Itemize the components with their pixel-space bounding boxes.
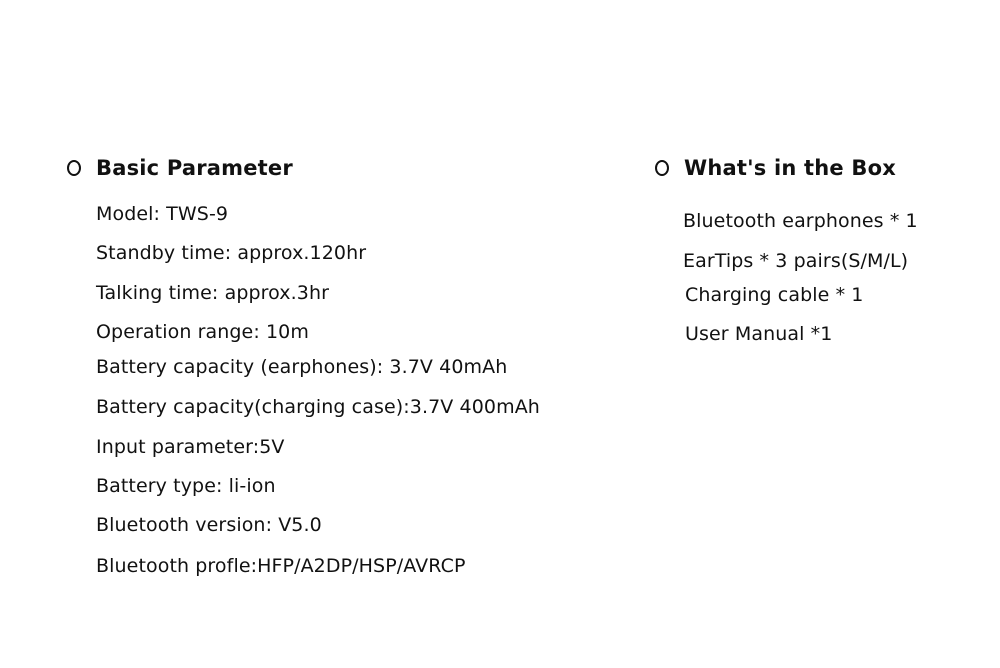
box-contents-heading bbox=[655, 156, 896, 180]
spec-battery-case: Battery capacity(charging case):3.7V 400mAh bbox=[96, 396, 540, 418]
basic-parameter-title: Basic Parameter bbox=[96, 156, 293, 180]
spec-battery-earphones: Battery capacity (earphones): 3.7V 40mAh bbox=[96, 356, 508, 378]
spec-bluetooth-version: Bluetooth version: V5.0 bbox=[96, 514, 322, 536]
spec-bluetooth-profile: Bluetooth profle:HFP/A2DP/HSP/AVRCP bbox=[96, 555, 466, 577]
spec-model: Model: TWS-9 bbox=[96, 203, 229, 225]
spec-input-parameter: Input parameter:5V bbox=[96, 436, 285, 458]
box-item-user-manual: User Manual *1 bbox=[685, 323, 833, 345]
box-item-earphones: Bluetooth earphones * 1 bbox=[683, 210, 918, 232]
spec-battery-type: Battery type: li-ion bbox=[96, 475, 276, 497]
box-item-eartips: EarTips * 3 pairs(S/M/L) bbox=[683, 250, 909, 272]
circle-bullet-icon bbox=[655, 160, 669, 176]
spec-standby-time: Standby time: approx.120hr bbox=[96, 242, 367, 264]
circle-bullet-icon bbox=[67, 160, 81, 176]
box-contents-title: What's in the Box bbox=[684, 156, 896, 180]
box-item-charging-cable: Charging cable * 1 bbox=[685, 284, 864, 306]
spec-talking-time: Talking time: approx.3hr bbox=[96, 282, 329, 304]
spec-operation-range: Operation range: 10m bbox=[96, 321, 309, 343]
basic-parameter-heading bbox=[67, 156, 293, 180]
